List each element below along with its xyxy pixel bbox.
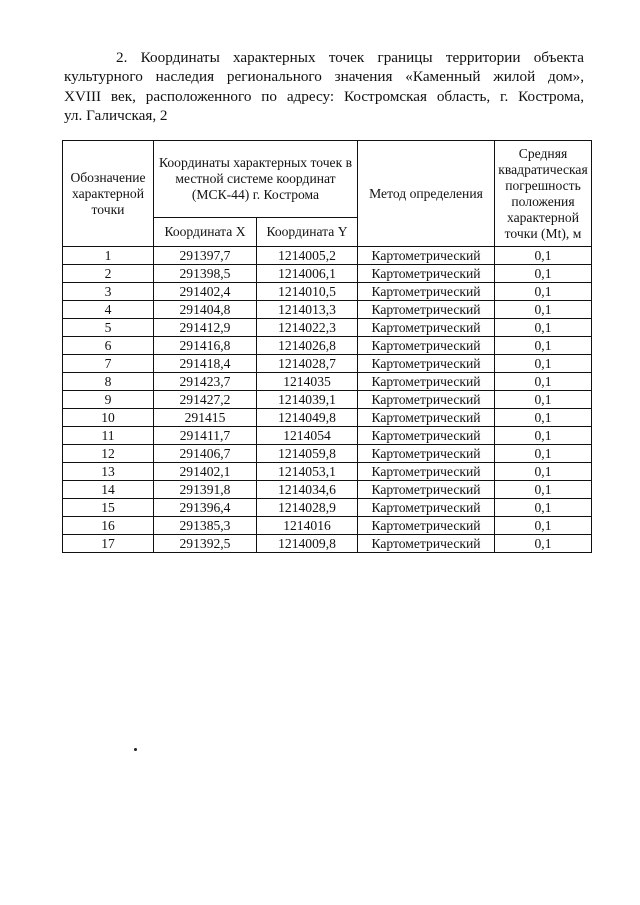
cell-method: Картометрический [358,247,495,265]
cell-mean-error: 0,1 [495,463,592,481]
cell-coordinate-x: 291396,4 [154,499,257,517]
cell-mean-error: 0,1 [495,499,592,517]
cell-coordinate-x: 291398,5 [154,265,257,283]
cell-method: Картометрический [358,535,495,553]
cell-coordinate-x: 291415 [154,409,257,427]
cell-point-number: 9 [63,391,154,409]
cell-method: Картометрический [358,427,495,445]
heading-line: XVIII век, расположенного по адресу: Костромская область, г. Кострома, [64,87,584,105]
cell-coordinate-y: 1214022,3 [257,319,358,337]
cell-point-number: 4 [63,301,154,319]
cell-method: Картометрический [358,445,495,463]
table-row [63,265,592,283]
cell-point-number: 14 [63,481,154,499]
cell-point-number: 15 [63,499,154,517]
table-row [63,481,592,499]
cell-point-number: 3 [63,283,154,301]
cell-coordinate-x: 291423,7 [154,373,257,391]
cell-coordinate-x: 291391,8 [154,481,257,499]
cell-coordinate-x: 291402,1 [154,463,257,481]
table-row [63,373,592,391]
cell-method: Картометрический [358,517,495,535]
cell-coordinate-x: 291397,7 [154,247,257,265]
table-row [63,337,592,355]
cell-method: Картометрический [358,499,495,517]
heading-line: культурного наследия регионального значения «Каменный жилой дом», [64,68,584,86]
table-row [63,319,592,337]
cell-coordinate-y: 1214034,6 [257,481,358,499]
table-row [63,355,592,373]
table-row [63,445,592,463]
cell-coordinate-y: 1214016 [257,517,358,535]
table-row [63,391,592,409]
header-mean-error: Средняя квадратическая погрешность положения характерной точки (Mt), м [495,141,592,247]
cell-coordinate-y: 1214006,1 [257,265,358,283]
stray-mark [134,748,137,751]
cell-coordinate-y: 1214005,2 [257,247,358,265]
cell-point-number: 6 [63,337,154,355]
cell-point-number: 10 [63,409,154,427]
cell-mean-error: 0,1 [495,445,592,463]
cell-mean-error: 0,1 [495,427,592,445]
cell-mean-error: 0,1 [495,409,592,427]
table-row [63,499,592,517]
cell-coordinate-y: 1214054 [257,427,358,445]
table-row [63,247,592,265]
cell-mean-error: 0,1 [495,517,592,535]
cell-method: Картометрический [358,409,495,427]
cell-method: Картометрический [358,283,495,301]
cell-point-number: 17 [63,535,154,553]
cell-point-number: 11 [63,427,154,445]
cell-mean-error: 0,1 [495,355,592,373]
cell-point-number: 2 [63,265,154,283]
header-point-designation: Обозначение характерной точки [63,141,154,247]
cell-mean-error: 0,1 [495,481,592,499]
cell-mean-error: 0,1 [495,391,592,409]
table-row [63,301,592,319]
cell-point-number: 5 [63,319,154,337]
cell-mean-error: 0,1 [495,301,592,319]
cell-coordinate-x: 291416,8 [154,337,257,355]
cell-coordinate-y: 1214009,8 [257,535,358,553]
cell-mean-error: 0,1 [495,535,592,553]
header-coordinates: Координаты характерных точек в местной системе координат (МСК-44) г. Кострома [154,141,358,218]
cell-method: Картометрический [358,373,495,391]
cell-coordinate-y: 1214039,1 [257,391,358,409]
cell-point-number: 7 [63,355,154,373]
table-row [63,463,592,481]
table-row [63,409,592,427]
table-row [63,427,592,445]
cell-coordinate-y: 1214026,8 [257,337,358,355]
cell-coordinate-y: 1214035 [257,373,358,391]
cell-mean-error: 0,1 [495,247,592,265]
header-coordinate-y: Координата Y [257,218,358,247]
cell-coordinate-x: 291411,7 [154,427,257,445]
cell-coordinate-y: 1214053,1 [257,463,358,481]
cell-mean-error: 0,1 [495,337,592,355]
cell-coordinate-x: 291418,4 [154,355,257,373]
table-row [63,517,592,535]
cell-point-number: 12 [63,445,154,463]
heading-line: 2. Координаты характерных точек границы территории объекта [116,49,584,66]
table-row [63,283,592,301]
cell-coordinate-x: 291404,8 [154,301,257,319]
section-heading [64,48,584,126]
cell-coordinate-x: 291406,7 [154,445,257,463]
cell-point-number: 8 [63,373,154,391]
coordinates-table [62,140,592,553]
cell-method: Картометрический [358,319,495,337]
cell-method: Картометрический [358,481,495,499]
cell-coordinate-y: 1214028,7 [257,355,358,373]
cell-method: Картометрический [358,463,495,481]
cell-method: Картометрический [358,265,495,283]
heading-line: ул. Галичская, 2 [64,107,168,125]
cell-coordinate-y: 1214013,3 [257,301,358,319]
cell-method: Картометрический [358,391,495,409]
cell-point-number: 1 [63,247,154,265]
cell-coordinate-x: 291385,3 [154,517,257,535]
cell-method: Картометрический [358,301,495,319]
cell-method: Картометрический [358,355,495,373]
cell-coordinate-y: 1214028,9 [257,499,358,517]
cell-mean-error: 0,1 [495,319,592,337]
header-method: Метод определения [358,141,495,247]
cell-point-number: 16 [63,517,154,535]
header-coordinate-x: Координата X [154,218,257,247]
cell-point-number: 13 [63,463,154,481]
cell-coordinate-x: 291412,9 [154,319,257,337]
table-row [63,535,592,553]
cell-mean-error: 0,1 [495,373,592,391]
cell-coordinate-x: 291402,4 [154,283,257,301]
table-body [63,247,592,553]
cell-coordinate-y: 1214049,8 [257,409,358,427]
cell-coordinate-y: 1214059,8 [257,445,358,463]
cell-method: Картометрический [358,337,495,355]
cell-coordinate-y: 1214010,5 [257,283,358,301]
cell-mean-error: 0,1 [495,265,592,283]
cell-mean-error: 0,1 [495,283,592,301]
cell-coordinate-x: 291392,5 [154,535,257,553]
cell-coordinate-x: 291427,2 [154,391,257,409]
